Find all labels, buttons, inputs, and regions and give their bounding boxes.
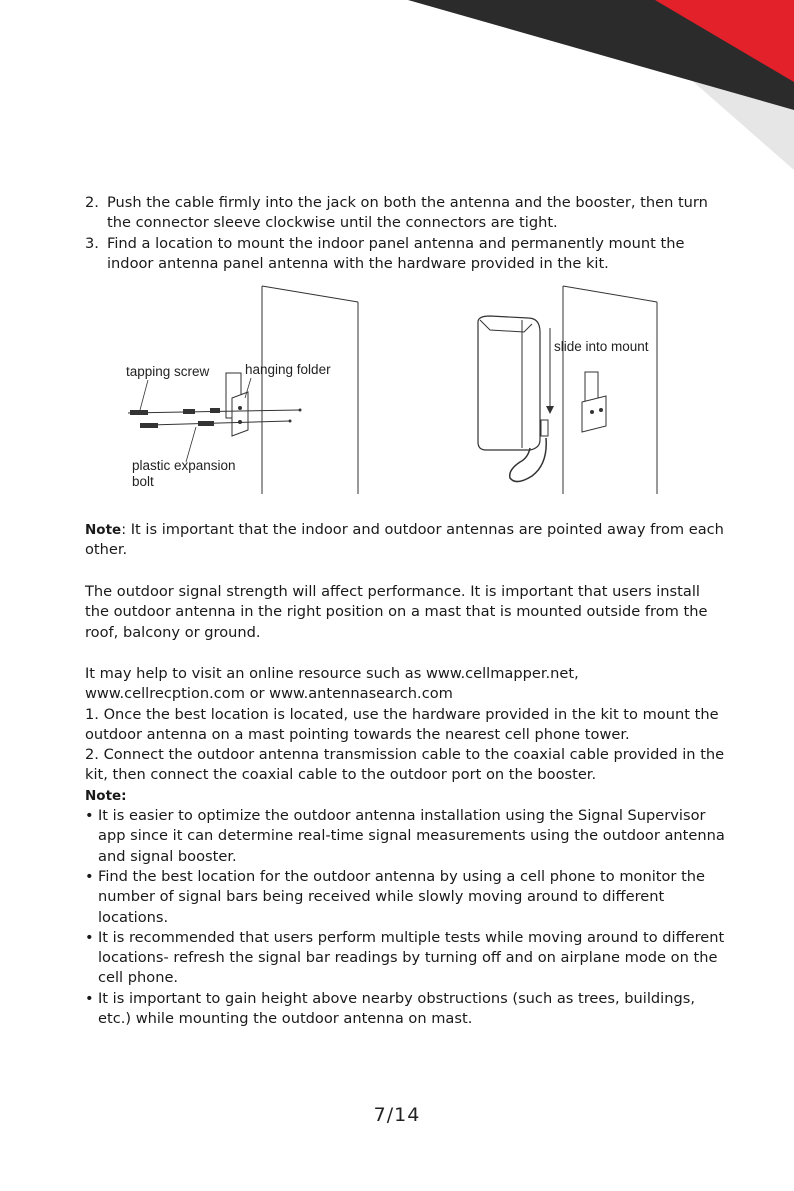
bullet-item: • It is easier to optimize the outdoor antenna installation using the Signal Supervisor app since it can determine real-time signal measurements using the outdoor antenna and signal booster. [85, 806, 725, 867]
note-label: Note [85, 522, 122, 538]
signal-paragraph [85, 582, 725, 643]
note-paragraph [85, 520, 725, 561]
step-item [85, 234, 725, 275]
bullet-text: Find the best location for the outdoor antenna by using a cell phone to monitor the number of signal bars being received while slowly moving around to different locations. [98, 867, 706, 926]
screws-and-bolts [128, 408, 302, 428]
installation-figure [0, 280, 794, 502]
corner-decoration [0, 0, 794, 200]
label-hanging-folder: hanging folder [245, 362, 331, 377]
label-bolt: bolt [132, 474, 154, 489]
label-slide-into-mount: slide into mount [554, 339, 649, 354]
page-number: 7/14 [373, 1104, 421, 1126]
step-text: Push the cable firmly into the jack on both the antenna and the booster, then turn the connector sleeve clockwise until the connectors are tight. [107, 194, 708, 232]
outdoor-step-1: 1. Once the best location is located, use the hardware provided in the kit to mount the outdoor antenna on a mast pointing towards the nearest cell phone tower. [85, 705, 719, 743]
step-text: Find a location to mount the indoor panel antenna and permanently mount the indoor antenna panel antenna with the hardware provided in the kit. [107, 234, 685, 272]
step-number: 3. [85, 234, 99, 252]
right-wall [563, 286, 657, 494]
bullet-text: It is recommended that users perform multiple tests while moving around to different locations- refresh the signal bar readings by turning off and on airplane mode on the cell phone. [98, 928, 725, 987]
bullet-item: • It is important to gain height above nearby obstructions (such as trees, buildings, etc.) while mounting the outdoor antenna on mast. [85, 989, 725, 1030]
bullet-item: • Find the best location for the outdoor antenna by using a cell phone to monitor the number of signal bars being received while slowly moving around to different locations. [85, 867, 725, 928]
left-wall [262, 286, 358, 494]
panel-antenna [478, 316, 548, 482]
resource-line-1: It may help to visit an online resource such as www.cellmapper.net, [85, 665, 579, 682]
resource-section [85, 664, 725, 1029]
bullet-text: It is easier to optimize the outdoor antenna installation using the Signal Supervisor app since it can determine real-time signal measurements using the outdoor antenna and signal booster. [98, 807, 725, 865]
step-item [85, 193, 725, 234]
hanging-folder-bracket [226, 373, 248, 436]
outdoor-step-2: 2. Connect the outdoor antenna transmission cable to the coaxial cable provided in the kit, then connect the coaxial cable to the outdoor port on the booster. [85, 746, 725, 784]
label-tapping-screw: tapping screw [126, 364, 210, 379]
steps-list [85, 193, 725, 274]
bullet-text: It is important to gain height above nearby obstructions (such as trees, buildings, etc.) while mounting the outdoor antenna on mast. [98, 989, 695, 1028]
signal-text: The outdoor signal strength will affect performance. It is important that users install the outdoor antenna in the right position on a mast that is mounted outside from the roof, balcony or ground. [85, 583, 708, 641]
note-2-label: Note: [85, 787, 127, 804]
resource-line-2: www.cellrecption.com or www.antennasearch.com [85, 685, 453, 703]
slide-arrow [546, 328, 554, 414]
bullet-item: • It is recommended that users perform multiple tests while moving around to different locations- refresh the signal bar readings by turning off and on airplane mode on the cell phone. [85, 928, 725, 989]
step-number: 2. [85, 194, 99, 211]
note-text: : It is important that the indoor and outdoor antennas are pointed away from each other. [85, 521, 724, 559]
wall-mount [582, 372, 606, 432]
label-plastic-expansion: plastic expansion [132, 458, 236, 473]
